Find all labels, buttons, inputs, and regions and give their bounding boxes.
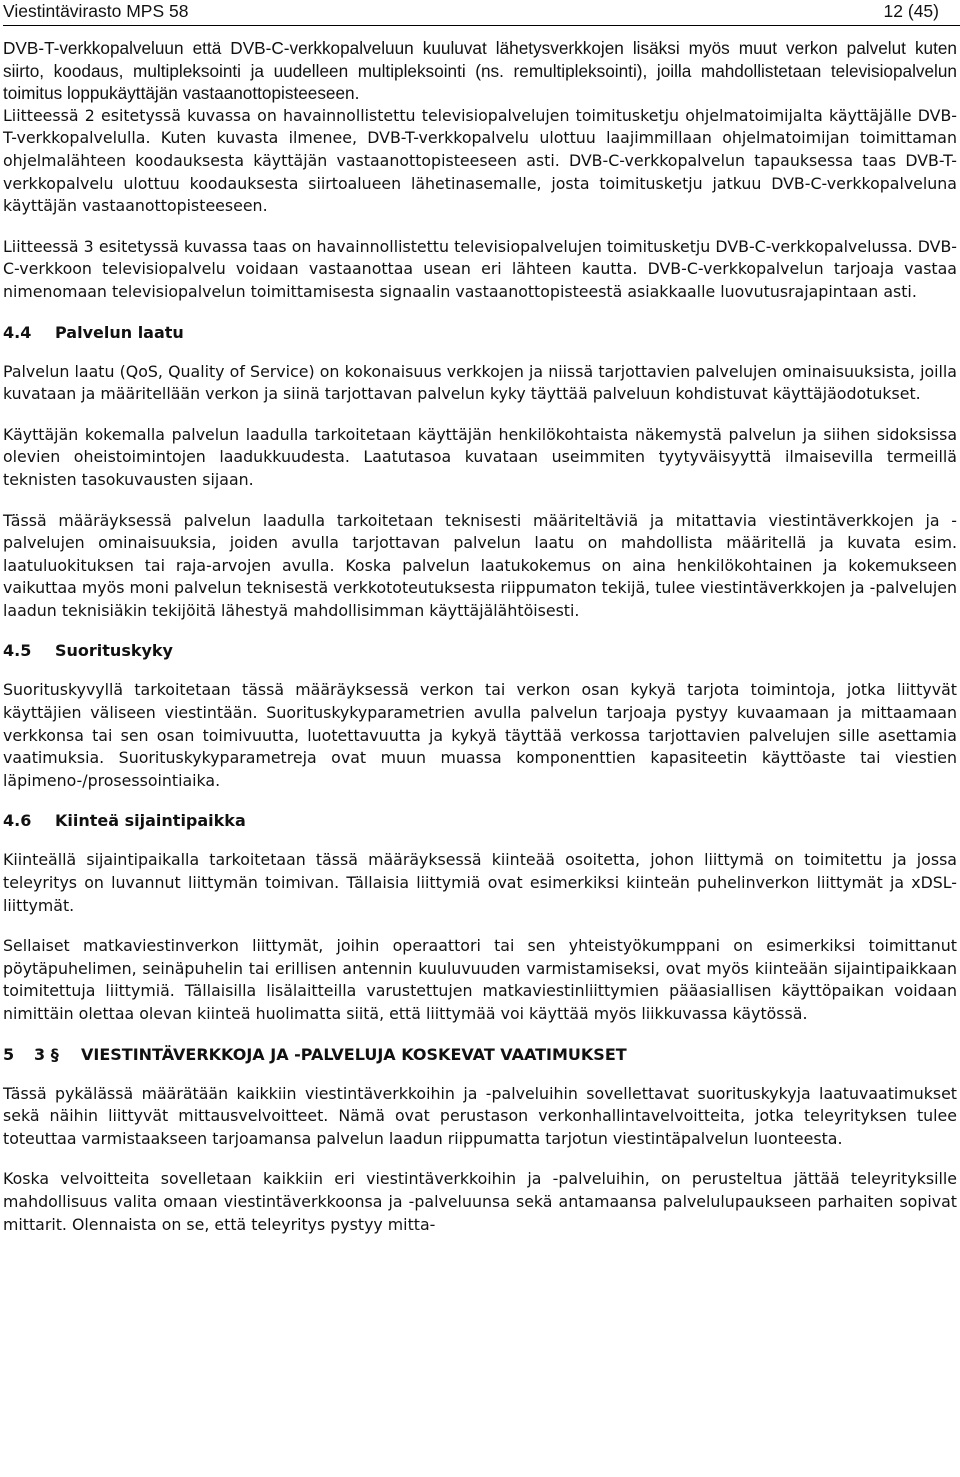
header-divider	[3, 25, 960, 26]
section-number: 5	[3, 1044, 15, 1064]
paragraph: Liitteessä 3 esitetyssä kuvassa taas on havainnollistettu televisiopalvelujen toimitusketju DVB-C-verkkopalvelussa. DVB-C-verkkoon televisiopalvelu voidaan vastaanottaa usean eri lähteen kautta. DVB-C-verkkopalvelun tarjoaja vastaa nimenomaan televisiopalvelun toimittamisesta signaalin vastaanottopisteestä asiakkaalle luovutusrajapintaan asti.	[3, 236, 957, 301]
paragraph: Palvelun laatu (QoS, Quality of Service) on kokonaisuus verkkojen ja niissä tarjottavien palvelujen ominaisuuksista, joilla kuvataan ja määritellään verkon ja siinä tarjottavan palvelun kyky täyttää palveluun kohdistuvat käyttäjäodotukset.	[3, 361, 957, 404]
document-page	[3, 0, 957, 1234]
paragraph: Tässä pykälässä määrätään kaikkiin viestintäverkkoihin ja -palveluihin sovellettavat suorituskykyja laatuvaatimukset sekä näihin liittyvät mittausvelvoitteet. Nämä ovat perustason verkonhallintavelvoitteita, jotka teleyrityksen tulee toteuttaa varmistaakseen tarjoamansa palvelun laadun riippumatta tarjotun viestintäpalvelun luonteesta.	[3, 1083, 957, 1148]
paragraph: Käyttäjän kokemalla palvelun laadulla tarkoitetaan käyttäjän henkilökohtaista näkemystä palvelun ja siihen sidoksissa olevien oheistoimintojen laadukkuudesta. Laatutasoa kuvataan useimmiten tyytyväisyyttä ilmaisevilla termeillä teknisten tasokuvausten sijaan.	[3, 424, 957, 489]
paragraph: Suorituskyvyllä tarkoitetaan tässä määräyksessä verkon tai verkon osan kykyä tarjota toimintoja, jotka liittyvät käyttäjien väliseen viestintään. Suorituskykyparametrien avulla palvelun tarjoaja pystyy kuvaamaan ja mittaamaan verkkonsa tai sen osan toimivuutta, luotettavuutta ja kykyä täyttää verkossa tarjottavien palvelujen sille asettamia vaatimuksia. Suorituskykyparametreja ovat muun muassa komponenttien kapasiteetin käyttöaste tai viestien läpimeno-/prosessointiaika.	[3, 680, 957, 790]
paragraph: DVB-T-verkkopalveluun että DVB-C-verkkopalveluun kuuluvat lähetysverkkojen lisäksi myös muut verkon palvelut kuten siirto, koodaus, multipleksointi ja uudelleen multipleksointi (ns. remultipleksointi), joilla mahdollistetaan televisiopalvelun toimitus loppukäyttäjän vastaanottopisteeseen.	[3, 38, 957, 104]
section-title: Palvelun laatu	[55, 322, 184, 342]
section-number: 4.4	[3, 322, 32, 342]
paragraph: Liitteessä 2 esitetyssä kuvassa on havainnollistettu televisiopalvelujen toimitusketju ohjelmatoimijalta käyttäjälle DVB-T-verkkopalvelulla. Kuten kuvasta ilmenee, DVB-T-verkkopalvelu ulottuu laajimmillaan ohjelmatoimijan toimittaman ohjelmalähteen koodauksesta käyttäjän vastaanottopisteeseen asti. DVB-C-verkkopalvelun tapauksessa taas DVB-T-verkkopalvelu ulottuu koodauksesta siirtoalueen lähetinasemalle, josta toimitusketju jatkuu DVB-C-verkkopalveluna käyttäjän vastaanottopisteeseen.	[3, 105, 957, 216]
section-title: Kiinteä sijaintipaikka	[55, 811, 246, 831]
paragraph: Sellaiset matkaviestinverkon liittymät, joihin operaattori tai sen yhteistyökumppani on esimerkiksi toimittanut pöytäpuhelimen, seinäpuhelin tai erillisen antennin kuuluvuuden varmistamiseksi, ovat myös kiinteään sijaintipaikkaan toimitettuja liittymiä. Tällaisilla lisälaitteilla varustettujen matkaviestinliittymien pääasiallisen käyttöpaikan voidaan nimittäin olettaa olevan kiinteä huolimatta siitä, että liittymää voi käyttää myös liikkuvassa käytössä.	[3, 936, 957, 1023]
section-title: VIESTINTÄVERKKOJA JA -PALVELUJA KOSKEVAT VAATIMUKSET	[81, 1044, 627, 1064]
paragraph: Tässä määräyksessä palvelun laadulla tarkoitetaan teknisesti määriteltäviä ja mitattavia viestintäverkkojen ja -palvelujen ominaisuuksia, joiden avulla tarjottavan palvelun laatu on mahdollista määritellä ja kuvata esim. laatuluokituksen tai raja-arvojen avulla. Koska palvelun laatukokemus on aina henkilökohtainen ja kokemukseen vaikuttaa myös moni palvelun teknisestä verkkototeutuksesta riippumaton tekijä, tulee viestintäverkkojen ja -palvelujen laadun teknisiäkin tekijöitä lähestyä mahdollisimman käyttäjälähtöisesti.	[3, 510, 957, 620]
document-body	[3, 37, 957, 1254]
page-number: 12 (45)	[883, 1, 939, 21]
section-heading-5	[3, 1044, 957, 1066]
section-number: 4.6	[3, 811, 32, 831]
header-title: Viestintävirasto MPS 58	[3, 1, 189, 21]
section-paragraph-symbol: 3 §	[34, 1044, 59, 1064]
paragraph: Koska velvoitteita sovelletaan kaikkiin eri viestintäverkkoihin ja -palveluihin, on perusteltua jättää teleyrityksille mahdollisuus valita omaan viestintäverkkoonsa ja -palveluunsa sekä antamaansa palvelulupaukseen parhaiten sopivat mittarit. Olennaista on se, että teleyritys pystyy mitta-	[3, 1169, 957, 1234]
paragraph: Kiinteällä sijaintipaikalla tarkoitetaan tässä määräyksessä kiinteää osoitetta, johon liittymä on toimitettu ja jossa teleyritys on luvannut liittymän toimivan. Tällaisia liittymiä ovat esimerkiksi kiinteän puhelinverkon liittymät ja xDSL-liittymät.	[3, 850, 957, 915]
section-heading-4-4	[3, 322, 957, 344]
page-header	[3, 0, 939, 26]
section-title: Suorituskyky	[55, 641, 173, 661]
section-number: 4.5	[3, 641, 32, 661]
section-heading-4-6	[3, 810, 957, 832]
section-heading-4-5	[3, 640, 957, 662]
